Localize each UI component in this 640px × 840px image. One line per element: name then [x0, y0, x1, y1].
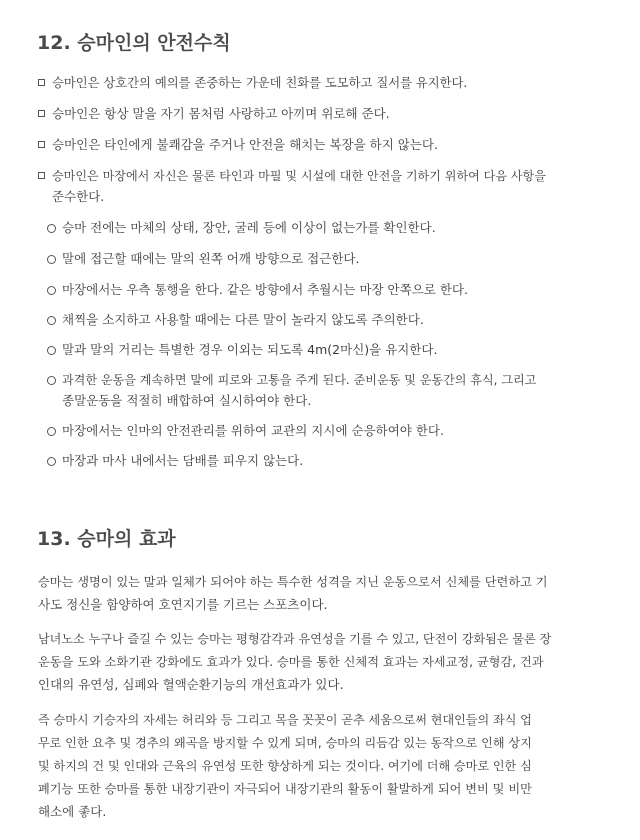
circle-bullet-icon — [47, 224, 56, 233]
paragraph-2-line-2: 운동을 도와 소화기관 강화에도 효과가 있다. 승마를 통한 신체적 효과는 자세교정, 균형감, 건과 — [38, 655, 544, 669]
paragraph-1-line-1: 승마는 생명이 있는 말과 일체가 되어야 하는 특수한 성격을 지닌 운동으로서 신체를 단련하고 기 — [38, 575, 548, 589]
circle-bullet-icon — [47, 255, 56, 264]
rule-4-continued: 준수한다. — [52, 189, 105, 204]
circle-bullet-icon — [47, 316, 56, 325]
subrule-7: 마장에서는 인마의 안전관리를 위하여 교관의 지시에 순응하여야 한다. — [62, 423, 444, 438]
subrule-6-continued: 종말운동을 적절히 배합하여 실시하여야 한다. — [62, 393, 312, 408]
section-12-heading: 12. 승마인의 안전수칙 — [37, 32, 231, 54]
subrule-8: 마장과 마사 내에서는 담배를 피우지 않는다. — [62, 453, 304, 468]
rule-4: 승마인은 마장에서 자신은 물론 타인과 마필 및 시설에 대한 안전을 기하기 위하여 다음 사항을 — [52, 169, 546, 183]
subrule-6: 과격한 운동을 계속하면 말에 피로와 고통을 주게 된다. 준비운동 및 운동간의 휴식, 그리고 — [62, 373, 537, 387]
rule-3: 승마인은 타인에게 불쾌감을 주거나 안전을 해치는 복장을 하지 않는다. — [52, 137, 438, 152]
circle-bullet-icon — [47, 286, 56, 295]
section-13-heading: 13. 승마의 효과 — [37, 528, 176, 550]
rule-2: 승마인은 항상 말을 자기 몸처럼 사랑하고 아끼며 위로해 준다. — [52, 106, 390, 121]
square-bullet-icon — [38, 79, 45, 86]
circle-bullet-icon — [47, 346, 56, 355]
rule-1: 승마인은 상호간의 예의를 존중하는 가운데 친화를 도모하고 질서를 유지한다. — [52, 76, 468, 90]
paragraph-3-line-5: 해소에 좋다. — [38, 804, 107, 819]
subrule-3: 마장에서는 우측 통행을 한다. 같은 방향에서 추월시는 마장 안쪽으로 한다. — [62, 282, 468, 297]
circle-bullet-icon — [47, 457, 56, 466]
subrule-4: 채찍을 소지하고 사용할 때에는 다른 말이 놀라지 않도록 주의한다. — [62, 312, 424, 327]
paragraph-3-line-3: 및 하지의 건 및 인대와 근육의 유연성 또한 향상하게 되는 것이다. 여기에 더해 승마로 인한 심 — [38, 759, 532, 773]
paragraph-3-line-4: 폐기능 또한 승마를 통한 내장기관이 자극되어 내장기관의 활동이 활발하게 되어 변비 및 비만 — [38, 782, 532, 796]
square-bullet-icon — [38, 172, 45, 179]
subrule-1: 승마 전에는 마체의 상태, 장안, 굴레 등에 이상이 없는가를 확인한다. — [62, 220, 436, 235]
paragraph-3-line-2: 무로 인한 요추 및 경추의 왜곡을 방지할 수 있게 되며, 승마의 리듬감 있는 동작으로 인해 상지 — [38, 736, 532, 750]
paragraph-2-line-3: 인대의 유연성, 심폐와 혈액순환기능의 개선효과가 있다. — [38, 677, 344, 692]
subrule-2: 말에 접근할 때에는 말의 왼쪽 어깨 방향으로 접근한다. — [62, 251, 360, 266]
circle-bullet-icon — [47, 376, 56, 385]
square-bullet-icon — [38, 141, 45, 148]
circle-bullet-icon — [47, 427, 56, 436]
paragraph-2-line-1: 남녀노소 누구나 즐길 수 있는 승마는 평형감각과 유연성을 기를 수 있고, 단전이 강화됨은 물론 장 — [38, 632, 552, 646]
paragraph-1-line-2: 사도 정신을 함양하여 호연지기를 기르는 스포츠이다. — [38, 597, 328, 612]
subrule-5: 말과 말의 거리는 특별한 경우 이외는 되도록 4m(2마신)을 유지한다. — [62, 342, 438, 357]
square-bullet-icon — [38, 110, 45, 117]
paragraph-3-line-1: 즉 승마시 기승자의 자세는 허리와 등 그리고 목을 꼿꼿이 곧추 세움으로써 현대인들의 좌식 업 — [38, 713, 532, 727]
